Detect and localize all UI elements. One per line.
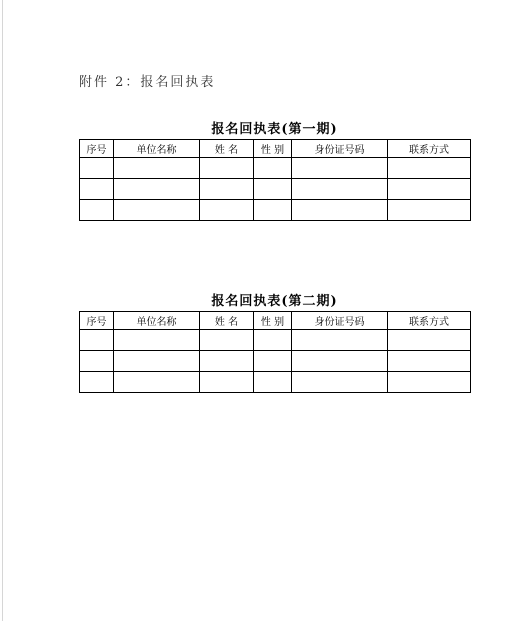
table-cell[interactable] [114,200,200,221]
attachment-label: 附件 2：报名回执表 [79,75,216,90]
table-cell[interactable] [292,330,388,351]
table-cell[interactable] [80,351,114,372]
header-serial-number: 序号 [80,312,114,330]
table-cell[interactable] [80,372,114,393]
header-id-number: 身份证号码 [292,140,388,158]
header-name: 姓 名 [200,140,254,158]
table-cell[interactable] [80,330,114,351]
table-cell[interactable] [200,330,254,351]
table-cell[interactable] [388,351,471,372]
table-cell[interactable] [254,200,292,221]
header-gender: 性 别 [254,140,292,158]
table-cell[interactable] [114,179,200,200]
table-cell[interactable] [388,200,471,221]
table-row [80,200,471,221]
table-cell[interactable] [388,330,471,351]
table-cell[interactable] [292,200,388,221]
table-cell[interactable] [292,158,388,179]
table-cell[interactable] [254,179,292,200]
table-cell[interactable] [114,158,200,179]
header-name: 姓 名 [200,312,254,330]
header-gender: 性 别 [254,312,292,330]
table-cell[interactable] [292,351,388,372]
header-organization: 单位名称 [114,312,200,330]
header-contact: 联系方式 [388,312,471,330]
table-cell[interactable] [200,158,254,179]
table-cell[interactable] [114,372,200,393]
table-cell[interactable] [292,372,388,393]
table-cell[interactable] [254,330,292,351]
table-row [80,158,471,179]
header-id-number: 身份证号码 [292,312,388,330]
table-header-row [80,140,471,158]
table-cell[interactable] [388,179,471,200]
table-header-row [80,312,471,330]
table-cell[interactable] [254,158,292,179]
table-cell[interactable] [254,372,292,393]
header-contact: 联系方式 [388,140,471,158]
table-row [80,330,471,351]
receipt-table-period-1 [79,139,471,221]
form-title-period-1: 报名回执表(第一期) [211,122,338,137]
table-cell[interactable] [292,179,388,200]
page-edge-line [2,0,3,621]
table-cell[interactable] [200,179,254,200]
table-cell[interactable] [200,372,254,393]
table-cell[interactable] [80,200,114,221]
table-cell[interactable] [114,330,200,351]
table-row [80,372,471,393]
table-cell[interactable] [388,372,471,393]
table-cell[interactable] [254,351,292,372]
form-title-period-2: 报名回执表(第二期) [211,294,338,309]
table-cell[interactable] [200,351,254,372]
header-organization: 单位名称 [114,140,200,158]
receipt-table-period-2 [79,311,471,393]
table-cell[interactable] [114,351,200,372]
table-cell[interactable] [388,158,471,179]
table-cell[interactable] [200,200,254,221]
table-cell[interactable] [80,179,114,200]
table-row [80,351,471,372]
table-cell[interactable] [80,158,114,179]
header-serial-number: 序号 [80,140,114,158]
table-row [80,179,471,200]
